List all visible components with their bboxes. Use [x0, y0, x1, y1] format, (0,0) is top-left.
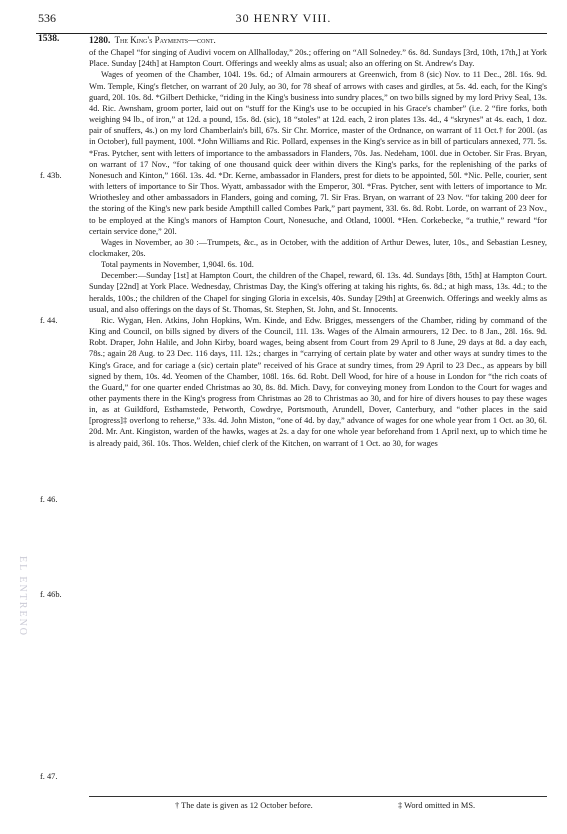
year-label: 1538. [38, 34, 60, 44]
footnote: ‡ Word omitted in MS. [398, 801, 476, 810]
entry-title-suffix: —cont. [188, 35, 216, 45]
stamp-text: EL ENTRENO [17, 556, 28, 638]
document-number: 1280. [89, 36, 111, 46]
footnote-rule [89, 796, 547, 797]
paragraph: Wages of yeomen of the Chamber, 104l. 19s. 6d.; of Almain armourers at Greenwich, from 8 (sic) Nov. to 11 Dec., 28l. 16s. 9d. Wm. Temple, King's fletcher, on warrant of 20 July, ao 30, for 78 sheaf of arrows with cases and girdles, at 5s. 4d. each, for the King's guard, 20l. 10s. 8d. *Gilbert Dethicke, “riding in the King's business into sundry places,” on two bills signed by my lord Privy Seal, 13s. 4d. Ric. Awnsham, groom porter, laid out on “stuff for the King's use to be occupied in his Grace's chamber” (i.e. 2 “fire forks, both weighing 94 lb., of iron,” at 12d. a pound, 15s. 8d. (sic), 18 “stoles” at 12d. each, 2 iron plates 13s. 4d., 4 “skrynes” at 4s. each, 1 doz. pair of snuffers, 4s.) on my lord Chamberlain's bill, 67s. Sir Chr. Morrice, master of the Ordnance, on warrant of 11 Oct.† for 200l. (as in October), full payment, 100l. *John Williams and Ric. Pollard, expenses in the King's service as in bill of particulars annexed, 77l. 5s. *Fras. Pytcher, sent with letters of importance to the ambassadors in Flanders, 70s. Jas. Nedeham, 100l. due in October. Sir Fras. Bryan, on warrant of 17 Nov., “for taking of one thousand quick deer within divers the King's parks, for the replenishing of the parks of Nonesuch and Kinton,” 166l. 13s. 4d. *Dr. Kerne, ambassador in Flanders, prest for diets to be appointed, 50l. *Nic. Pelle, courier, sent with letters of importance to Sir Thos. Wyatt, ambassador with the Emperor, 30l. *Fras. Pytcher, sent with letters of importance to Mr. Wriothesley and other ambassadors in Flanders, going and coming, 7l. Sir Fras. Bryan, on warrant of 23 Nov. “for taking 200 deer for the storing of the King's new park beside Ampthill called Combes Park,” part payment, 33l. 6s. 8d. Robt. Lorde, on warrant of 23 Nov., to be employed at the King's manors of Hampton Court, Nonesuche, and Otland, 1000l. *Hen. Corkebecke, “a truthie,” reward “for certain service done,” 20l. [89, 70, 547, 236]
library-stamp [2, 556, 28, 711]
running-head: 30 HENRY VIII. [235, 11, 332, 25]
page-number: 536 [38, 11, 56, 25]
margin-note: f. 46. [40, 495, 58, 504]
entry-heading [89, 35, 547, 47]
paragraph: Total payments in November, 1,904l. 6s. 10d. [101, 260, 254, 270]
document-body [89, 31, 547, 449]
paragraph: December:—Sunday [1st] at Hampton Court, the children of the Chapel, reward, 6l. 13s. 4d. Sundays [8th, 15th] at Hampton Court. Sunday [22nd] at York Place. Wednesday, Christmas Day, the King's offering at taking his rights, 6s. 8d.; at high mass, 13s. 4d.; to the heralds, 100s.; the children of the Chapel for singing Gloria in excelsis, 40s. Sunday [29th] at Greenwich. Offerings and weekly alms as usual, and also offerings on the days of St. Thomas, St. Stephen, St. John, and St. Innocents. [89, 271, 547, 314]
margin-note: f. 46b. [40, 590, 62, 599]
paragraph: Wages in November, ao 30 :—Trumpets, &c., as in October, with the addition of Arthur Dewes, luter, 10s., and Sebastian Lesney, clockmaker, 20s. [89, 237, 547, 258]
margin-note: f. 47. [40, 772, 58, 781]
paragraph: of the Chapel “for singing of Audivi vocem on Allhalloday,” 20s.; offering on “All Solnedey.” 6s. 8d. Sundays [3rd, 10th, 17th,] at York Place. Sunday [24th] at Hampton Court. Offerings and weekly alms as usual; also an offering on St. Andrew's Day. [89, 48, 547, 69]
footnote: † The date is given as 12 October before. [175, 801, 313, 810]
margin-note: f. 43b. [40, 171, 62, 180]
entry-title: The King's Payments [114, 35, 189, 45]
margin-note: f. 44. [40, 316, 58, 325]
paragraph: Ric. Wygan, Hen. Atkins, John Hopkins, Wm. Kinde, and Edw. Brigges, messengers of the Chamber, riding by command of the King and Council, on bills signed by divers of the Council, 11l. 13s. Wages of the Almain armourers, 12 Dec. to 8 Jan., 28l. 16s. 9d. Robt. Draper, John Halile, and John Kirby, board wages, being absent from Court from 29 April to 8 June, 29 days at 8d. a day each, 78s.; again 28 Aug. to 23 Dec. 116 days, 11l. 12s.; charges in “carrying of certain plate by water and other ways at sundry times to the King's Grace, and for cariage a (sic) certain plate” received of his Grace at sundry times, from 29 April to 23 Dec., as appears by bill signed by them, 10s. 4d. Yeomen of the Chamber, 108l. 16s. 6d. Robt. Dell Wood, for hire of a house in London for “the rich coats of the Guard,” for one quarter ended Christmas ao 30, 8s. 8d. Mich. Davy, for conveying money from London to the Court for wages and other payments there in the King's progress from Christmas ao 28 to Christmas ao 30, and for hire of divers houses to pay these wages in, as at Guildford, Esthamstede, Petworth, Cowdrye, Portsmouth, Arundell, Dover, Canterbury, and “other places in the said [progress]‡ overlong to reherse,” 33s. 4d. John Miston, “one of 4d. by day,” advance of wages for one whole year from 1 Oct. ao 30, 6l. 20d. Mr. Ant. Kingiston, warden of the hawks, wages at 2s. a day for one whole year beforehand from 1 April next, up to which time he is already paid, 36l. 10s. Thos. Welden, chief clerk of the Kitchen, on warrant of 1 Oct. ao 30, for wages [89, 315, 547, 448]
